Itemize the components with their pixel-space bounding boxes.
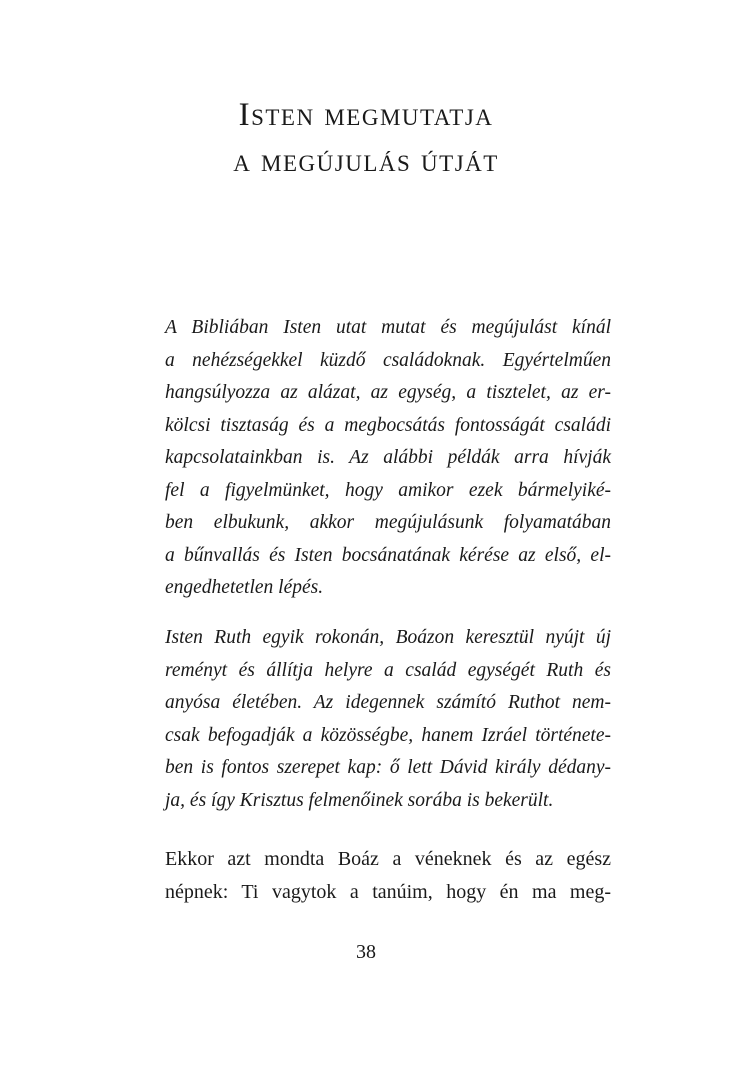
text-line: ben is fontos szerepet kap: ő lett Dávid király dédany- (165, 757, 611, 778)
text-line: a nehézségekkel küzdő családoknak. Egyértelműen (165, 349, 611, 371)
text-line: népnek: Ti vagytok a tanúim, hogy én ma meg- (165, 880, 611, 903)
text-line: a bűnvallás és Isten bocsánatának kérése az első, el- (165, 544, 611, 566)
text-line: Ekkor azt mondta Boáz a véneknek és az egész (165, 848, 611, 870)
intro-paragraph (165, 312, 611, 605)
text-line: ja, és így Krisztus felmenőinek sorába is bekerült. (165, 789, 554, 811)
text-line: kölcsi tisztaság és a megbocsátás fontosságát családi (165, 414, 611, 436)
text-line: kapcsolatainkban is. Az alábbi példák arra hívják (165, 447, 611, 468)
ruth-paragraph (165, 622, 611, 817)
text-line: hangsúlyozza az alázat, az egység, a tisztelet, az er- (165, 382, 611, 403)
text-line: anyósa életében. Az idegennek számító Ruthot nem- (165, 692, 611, 713)
scripture-quote-paragraph (165, 843, 611, 908)
text-line: csak befogadják a közösségbe, hanem Izráel története- (165, 724, 611, 746)
text-line: reményt és állítja helyre a család egységét Ruth és (165, 659, 611, 681)
text-line: engedhetetlen lépés. (165, 577, 324, 598)
text-line: fel a figyelmünket, hogy amikor ezek bármelyiké- (165, 479, 611, 501)
chapter-title-line-1: Isten megmutatja (238, 97, 494, 133)
chapter-title-line-2: a megújulás útját (233, 143, 499, 179)
page-number: 38 (356, 941, 376, 963)
text-line: A Bibliában Isten utat mutat és megújulást kínál (165, 317, 611, 338)
text-line: ben elbukunk, akkor megújulásunk folyamatában (165, 512, 611, 533)
text-line: Isten Ruth egyik rokonán, Boázon keresztül nyújt új (165, 627, 611, 648)
chapter-title (0, 92, 732, 184)
